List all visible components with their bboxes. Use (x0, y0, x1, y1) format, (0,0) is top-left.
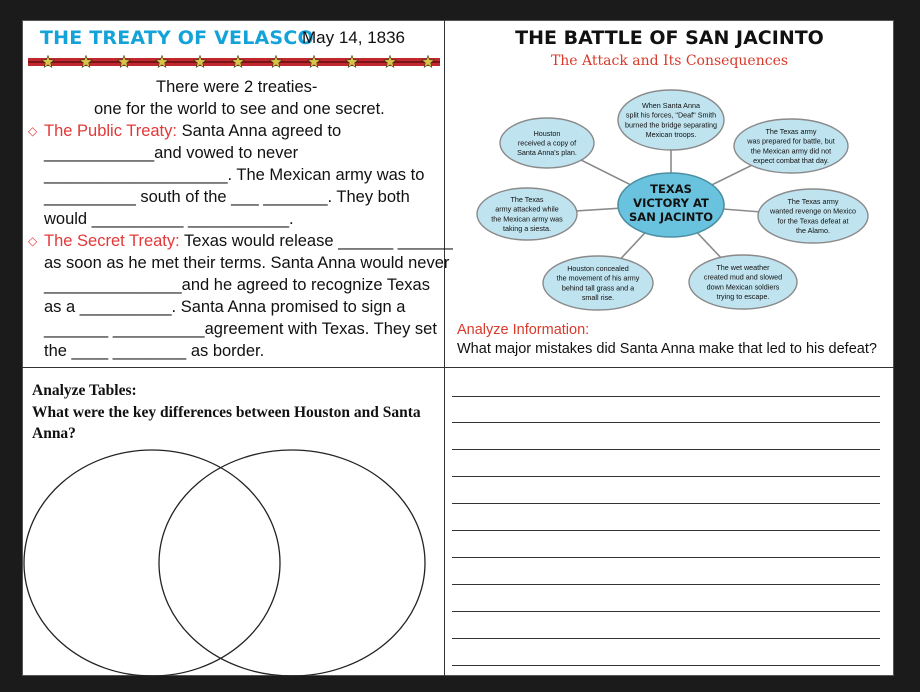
answer-line[interactable] (452, 503, 880, 504)
web-node-text: The Texas (510, 195, 544, 205)
panel-divider-horizontal (22, 367, 894, 368)
bullet-icon: ◇ (28, 234, 38, 248)
answer-line[interactable] (452, 665, 880, 666)
answer-line[interactable] (452, 396, 880, 397)
web-node-text: Mexican troops. (645, 129, 697, 139)
treaty-intro-line-1: There were 2 treaties- (156, 78, 318, 96)
treaty-title: THE TREATY OF VELASCO (40, 27, 314, 49)
secret-treaty-text-2: as soon as he met their terms. Santa Anna would never (44, 254, 450, 272)
secret-treaty-text-4: as a (44, 298, 76, 316)
center-line-1: TEXAS (650, 182, 692, 196)
web-node-text: wanted revenge on Mexico (770, 206, 856, 216)
web-node-text: for the Texas defeat at (777, 216, 849, 226)
public-treaty-text: Santa Anna agreed to (176, 122, 342, 140)
public-treaty-label: The Public Treaty: (44, 122, 177, 140)
battle-title: THE BATTLE OF SAN JACINTO (515, 27, 824, 49)
web-node-text: trying to escape. (716, 291, 770, 301)
public-treaty-text-6: would (44, 210, 88, 228)
web-node-text: army attacked while (495, 204, 559, 214)
answer-line[interactable] (452, 557, 880, 558)
center-line-2: VICTORY AT (633, 196, 709, 210)
answer-line[interactable] (452, 476, 880, 477)
web-node-text: When Santa Anna (642, 101, 700, 111)
analyze-tables-question: What were the key differences between Houston and Santa Anna? (32, 404, 421, 442)
web-node-text: split his forces, "Deaf" Smith (625, 110, 717, 120)
web-node-text: the Mexican army did not (750, 146, 832, 156)
web-node-text: the movement of his army (556, 273, 640, 283)
web-node-text: the Mexican army was (491, 214, 563, 224)
public-treaty-text-2: and vowed to never (154, 144, 299, 162)
star-border-band (28, 55, 440, 69)
answer-line[interactable] (452, 449, 880, 450)
answer-line[interactable] (452, 530, 880, 531)
web-node-text: taking a siesta. (503, 223, 551, 233)
web-node-text: Santa Anna's plan. (517, 148, 577, 158)
web-node-text: was prepared for battle, but (747, 136, 835, 146)
answer-line[interactable] (452, 584, 880, 585)
treaty-intro-line-2: one for the world to see and one secret. (94, 100, 385, 118)
secret-treaty-text-3: and he agreed to recognize Texas (181, 276, 430, 294)
venn-circle-left[interactable] (24, 450, 280, 676)
treaty-date: May 14, 1836 (302, 28, 406, 47)
answer-line[interactable] (452, 422, 880, 423)
web-node-text: the Alamo. (796, 225, 830, 235)
web-node-text: The Texas army (765, 127, 817, 137)
secret-treaty-text: Texas would release (179, 232, 334, 250)
web-node-text: small rise. (581, 292, 615, 302)
venn-circle-right[interactable] (159, 450, 425, 676)
secret-treaty-text-6: agreement with Texas. They set (204, 320, 437, 338)
secret-treaty-text-5: . Santa Anna promised to sign a (171, 298, 406, 316)
web-node-text: Houston concealed (567, 264, 629, 274)
web-node-text: received a copy of (517, 138, 577, 148)
web-node-text: expect combat that day. (753, 155, 829, 165)
answer-line[interactable] (452, 611, 880, 612)
public-treaty-text-3: . The Mexican army was to (227, 166, 425, 184)
analyze-information-label: Analyze Information: (457, 322, 590, 338)
answer-line[interactable] (452, 638, 880, 639)
bullet-icon: ◇ (28, 124, 38, 138)
secret-treaty-text-7: the (44, 342, 67, 360)
web-node-text: Houston (533, 128, 561, 138)
center-line-3: SAN JACINTO (629, 210, 713, 224)
public-treaty-text-4: south of the (135, 188, 227, 206)
web-node-text: The wet weather (716, 263, 770, 273)
public-treaty-text-5: . They both (327, 188, 410, 206)
analyze-tables-title: Analyze Tables: (32, 382, 137, 399)
analyze-information-question: What major mistakes did Santa Anna make that led to his defeat? (457, 341, 877, 357)
web-node-text: created mud and slowed (703, 272, 783, 282)
battle-subtitle: The Attack and Its Consequences (550, 53, 789, 69)
web-node-text: down Mexican soldiers (706, 282, 780, 292)
secret-treaty-label: The Secret Treaty: (44, 232, 180, 250)
venn-diagram[interactable] (20, 445, 440, 683)
secret-treaty-text-8: as border. (190, 342, 265, 360)
web-node-text: burned the bridge separating (625, 120, 717, 130)
concept-web (445, 80, 894, 320)
web-node-text: The Texas army (787, 197, 839, 207)
web-node-text: behind tall grass and a (561, 283, 635, 293)
